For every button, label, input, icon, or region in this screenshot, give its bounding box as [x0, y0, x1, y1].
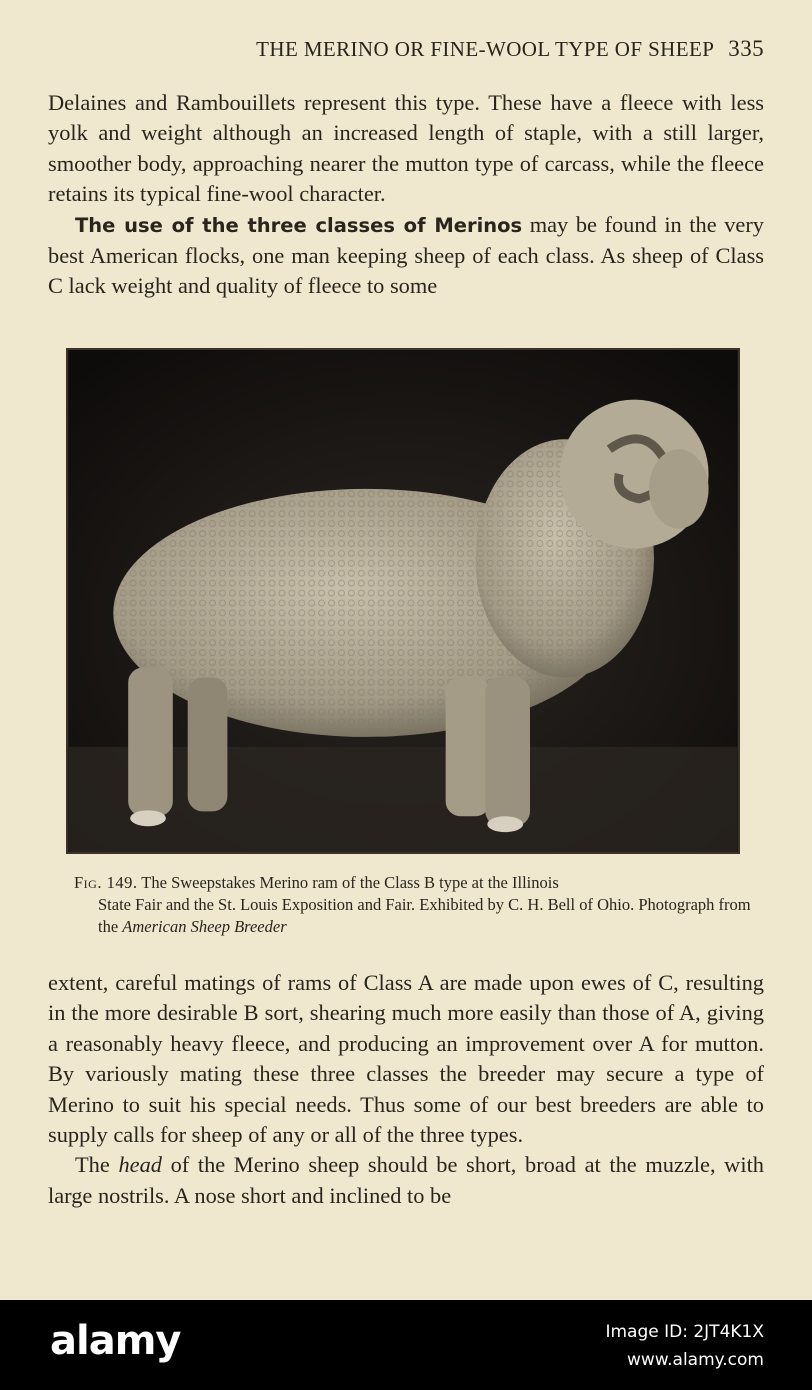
paragraph-text: of the Merino sheep should be short, broad at the muzzle, with large nostrils. A nose short and inclined to be [48, 1152, 764, 1208]
paragraph-text: may be found in the very best American flocks, one man keeping sheep of each class. As sheep of Class C lack weight and quality of fleece to some [48, 211, 765, 299]
paragraph-text: The [75, 1152, 119, 1178]
alamy-logo: alamy [50, 1318, 181, 1364]
running-head [48, 36, 764, 62]
running-title: THE MERINO OR FINE-WOOL TYPE OF SHEEP [256, 37, 715, 61]
paragraph: Delaines and Rambouillets represent this type. These have a fleece with less yolk and weight although an increased length of staple, with a still larger, smoother body, approaching nearer the mutton type of carcass, while the fleece retains its typical fine-wool character. [48, 90, 764, 207]
image-id: Image ID: 2JT4K1X [605, 1322, 764, 1342]
caption-text: State Fair and the St. Louis Exposition and Fair. Exhibited by C. H. Bell of Ohio. Photograph from the [98, 895, 751, 936]
caption-line1: The Sweepstakes Merino ram of the Class B type at the Illinois [137, 873, 559, 892]
paragraph [48, 210, 764, 302]
caption-continuation [74, 894, 754, 938]
footer-meta [605, 1318, 764, 1374]
figure-caption [74, 872, 754, 938]
stock-footer-bar [0, 1300, 812, 1390]
figure-photo-merino-ram [66, 348, 740, 854]
site-url: www.alamy.com [626, 1350, 764, 1370]
ram-photo-illustration [68, 350, 738, 852]
caption-source-title: American Sheep Breeder [122, 917, 287, 936]
paragraph: extent, careful matings of rams of Class A are made upon ewes of C, resulting in the more desirable B sort, shearing much more easily than those of A, giving a reasonably heavy fleece, and producing an improvement over A for mutton. By variously mating these three classes the breeder may secure a type of Merino to suit his special needs. Thus some of our best breeders are able to supply calls for sheep of any or all of the three types. [48, 970, 764, 1148]
page-number: 335 [728, 36, 764, 61]
figure-label: Fig. 149. [74, 873, 138, 892]
body-text-bottom [48, 968, 764, 1211]
paragraph [48, 1150, 764, 1211]
body-text-top [48, 88, 764, 302]
paragraph-italic-term: head [118, 1152, 162, 1178]
paragraph-bold-lead: The use of the three classes of Merinos [75, 213, 523, 237]
